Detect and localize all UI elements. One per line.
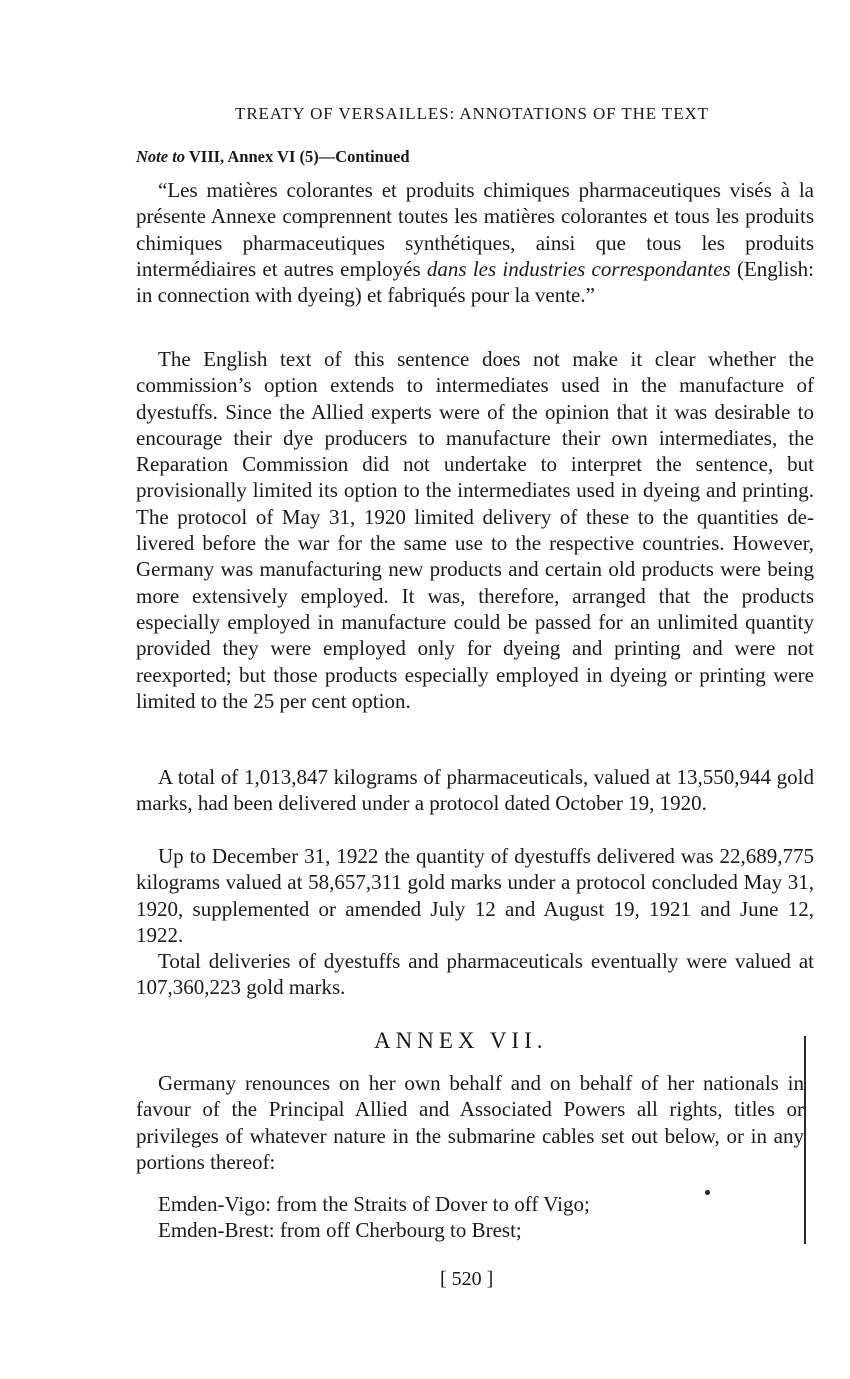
note-heading xyxy=(136,147,410,167)
margin-rule xyxy=(804,1036,806,1244)
note-reference: VIII, Annex VI (5)—Continued xyxy=(185,147,410,166)
list-item: Emden-Vigo: from the Straits of Dover to off Vigo; xyxy=(158,1192,590,1216)
annex-intro-text: Germany renounces on her own behalf and on behalf of her nationals in favour of the Principal Allied and Associated Powers all rights, titles or privileges of whatever nature in the submarine cables set out below, or in any portions thereof: xyxy=(136,1071,804,1174)
quote-text-end: (English: in connection with dyeing) et fabriqués pour la vente.” xyxy=(136,256,814,308)
pharmaceuticals-paragraph xyxy=(136,764,814,817)
annex-intro-paragraph xyxy=(136,1070,804,1175)
total-deliveries-paragraph xyxy=(136,948,814,1001)
commentary-paragraph xyxy=(136,346,814,714)
list-item: Emden-Brest: from off Cherbourg to Brest; xyxy=(158,1218,522,1243)
print-speck xyxy=(705,1190,710,1195)
quote-text-start: “Les matières colorantes et produits chimiques pharmaceutiques visés à la présente Annexe comprennent toutes les matières colorantes et tous les produits chimiques pharmaceutiques synthétiques, ainsi que tous les produits intermédiaires et autres employés xyxy=(136,178,814,281)
dyestuffs-text: Up to December 31, 1922 the quantity of dyestuffs delivered was 22,689,775 kilograms valued at 58,657,311 gold marks under a protocol concluded May 31, 1920, supplemented or amended July 12 and August 19, 1921 and June 12, 1922. xyxy=(136,844,814,947)
page-number: [ 520 ] xyxy=(440,1268,494,1290)
quote-italic-phrase: dans les industries correspondantes xyxy=(426,256,731,281)
running-head: TREATY OF VERSAILLES: ANNOTATIONS OF THE TEXT xyxy=(235,104,709,123)
cable-list xyxy=(158,1191,590,1244)
commentary-text: The English text of this sentence does not make it clear whether the commission’s option extends to intermediates used in the manufacture of dyestuffs. Since the Allied experts were of the opinion that it was desirable to encourage their dye producers to manufacture their own intermediates, the Reparation Commission did not undertake to interpret the sentence, but provisionally limited its option to the intermediates used in dyeing and printing. The protocol of May 31, 1920 limited delivery of these to the quantities delivered before the war for the same use to the respective countries. However, Germany was manufacturing new products and certain old products were being more extensively employed. It was, therefore, arranged that the products especially employed in manufacture could be passed for an unlimited quantity provided they were employed only for dyeing and printing and were not reexported; but those products especially employed in dyeing or printing were limited to the 25 per cent option. xyxy=(136,347,814,713)
total-deliveries-text: Total deliveries of dyestuffs and pharmaceuticals eventually were valued at 107,360,223 gold marks. xyxy=(136,949,814,1000)
french-quote xyxy=(136,177,814,308)
annex-title: ANNEX VII. xyxy=(374,1028,548,1053)
dyestuffs-paragraph xyxy=(136,843,814,948)
pharmaceuticals-text: A total of 1,013,847 kilograms of pharmaceuticals, valued at 13,550,944 gold marks, had been delivered under a protocol dated October 19, 1920. xyxy=(136,765,814,816)
note-prefix: Note to xyxy=(136,147,186,166)
